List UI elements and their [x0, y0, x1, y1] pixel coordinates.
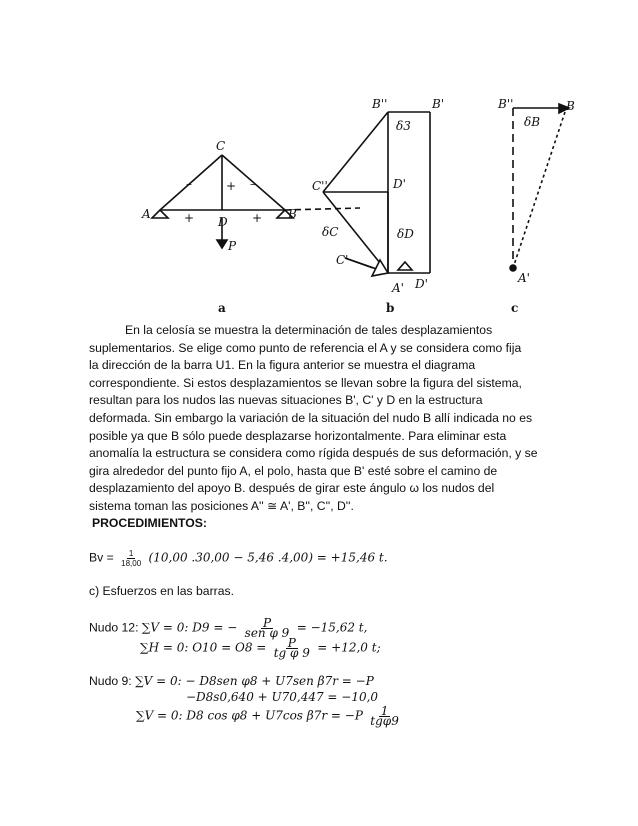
bv-equation [89, 549, 388, 568]
bv-fraction: $\frac{1}{18,00}$ [121, 549, 142, 568]
bv-label: Bv = [89, 550, 114, 565]
para-line-2: suplementarios. Se elige como punto de referencia el A y se considera como fija [89, 340, 522, 355]
para-line-6: deformada. Sin embargo la variación de la situación del nudo B allí indicada no es [89, 410, 533, 425]
label-b-deltaD: δD [397, 227, 414, 241]
sign-plus-1: + [184, 211, 195, 225]
body-paragraph [89, 322, 550, 516]
truss-figure [0, 0, 638, 320]
nudo9-label: Nudo 9: [89, 674, 132, 688]
label-a-P: P [228, 239, 237, 253]
label-b-D0: D' [415, 277, 428, 291]
label-b-B1: B' [432, 97, 445, 111]
label-b-A1: A' [392, 281, 404, 295]
procedimientos-heading: PROCEDIMIENTOS: [92, 516, 207, 530]
nudo12-label: Nudo 12: [89, 620, 139, 635]
caption-b: b [386, 301, 395, 315]
label-c-A1: A' [518, 271, 530, 285]
caption-c: c [511, 301, 519, 315]
para-line-10: desplazamiento del apoyo B. después de girar este ángulo ω los nudos del [89, 481, 495, 496]
para-line-5: resultan para los nudos las nuevas situaciones B', C' y D en la estructura [89, 393, 483, 408]
label-a-C: C [216, 139, 226, 153]
para-line-1: En la celosía se muestra la determinación de tales desplazamientos [125, 323, 493, 337]
para-line-11: sistema toman las posiciones A'' ≅ A', B'', C'', D''. [89, 498, 354, 513]
label-b-C1: C' [336, 253, 349, 267]
label-b-D1: D' [393, 177, 406, 191]
label-a-B: B [288, 207, 297, 221]
label-a-A: A [142, 207, 151, 221]
nudo12-eq2: ∑H = 0: O10 = O8 = $\frac{P}{\text{tg φ 9}}$ = +12,0 t; [140, 636, 381, 660]
caption-a: a [218, 301, 226, 315]
label-b-delta3: δ3 [396, 119, 411, 133]
sign-plus-mid: + [226, 179, 237, 193]
label-a-D: D [218, 215, 228, 229]
nudo9-eq2: −D8s0,640 + U70,447 = −10,0 [186, 690, 379, 704]
label-b-B2: B'' [372, 97, 388, 111]
nudo9-eq1: Nudo 9: ∑V = 0: − D8sen φ8 + U7sen β7r = −P [89, 674, 374, 688]
para-line-9: gira alrededor del punto fijo A, el polo, hasta que B' esté sobre el camino de [89, 463, 498, 478]
para-line-7: posible ya que B sólo puede desplazarse horizontalmente. Para eliminar esta [89, 428, 507, 443]
label-c-B2: B'' [498, 97, 514, 111]
label-c-B: B [566, 99, 575, 113]
sign-minus-right: – [250, 177, 256, 191]
para-line-8: anomalía la estructura se considera como rígida después de sus deformación, y se [89, 446, 538, 461]
sign-minus-left: – [186, 177, 192, 191]
sign-plus-2: + [252, 211, 263, 225]
para-line-3: la dirección de la barra U1. En la figura anterior se muestra el diagrama [89, 358, 476, 373]
esfuerzos-heading: c) Esfuerzos en las barras. [89, 584, 234, 598]
nudo9-eq3: ∑V = 0: D8 cos φ8 + U7cos β7r = −P $\frac{1}{\text{tgφ9}}$ [136, 704, 399, 728]
bv-expression: (10,00 .30,00 − 5,46 .4,00) = +15,46 t. [148, 550, 388, 565]
label-b-deltaC: δC [322, 225, 339, 239]
label-c-deltaB: δB [524, 115, 541, 129]
label-b-C2: C'' [312, 179, 328, 193]
nudo12-eq1: Nudo 12: ∑V = 0: D9 = − $\frac{P}{\text{sen φ 9}}$ = −15,62 t, [89, 616, 368, 640]
para-line-4: correspondiente. Si estos desplazamientos se llevan sobre la figura del sistema, [89, 375, 522, 390]
